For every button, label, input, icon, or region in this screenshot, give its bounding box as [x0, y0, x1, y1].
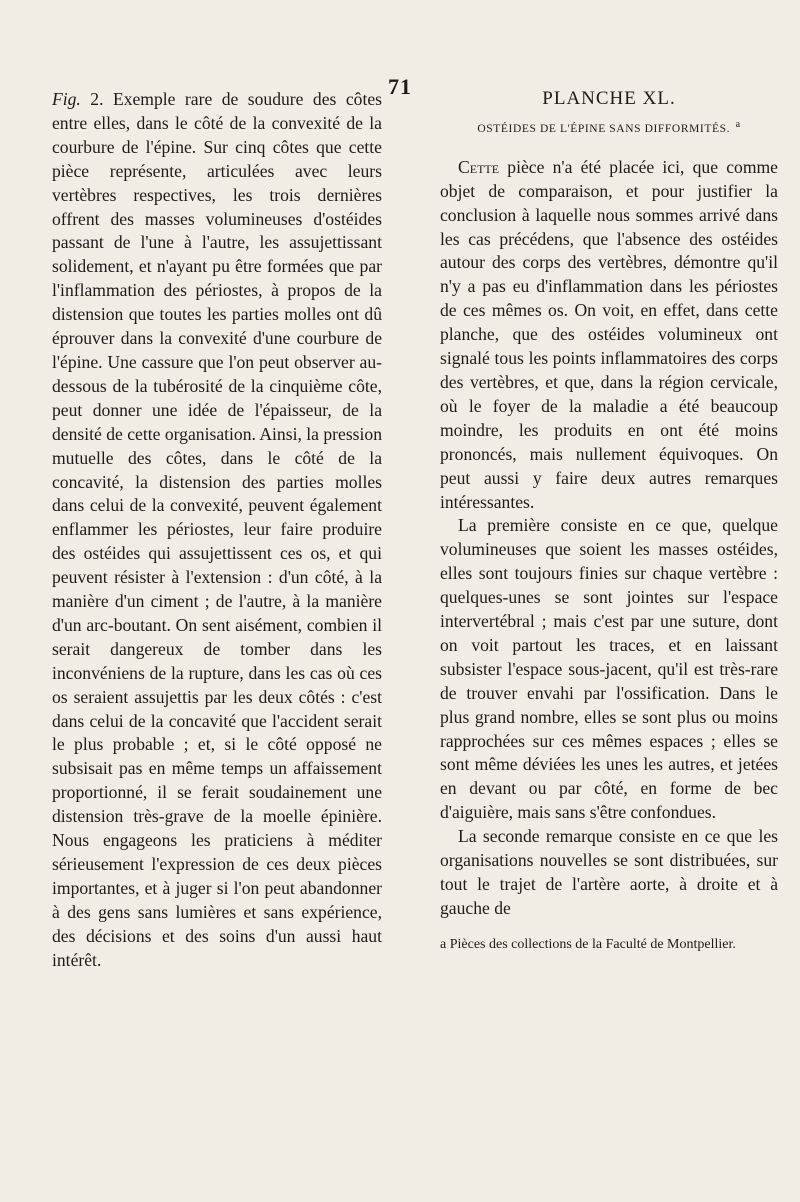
figure-label: Fig. [52, 89, 81, 109]
figure-description [52, 88, 382, 973]
paragraph-3: La seconde remarque consiste en ce que les organisations nouvelles se sont distribuées, sur tout le trajet de l'artère aorte, à droite et à gauche de [440, 826, 778, 918]
paragraph-1 [440, 156, 778, 515]
plate-subtitle [440, 118, 778, 136]
footnote-mark: a [440, 936, 447, 952]
paragraph-1-text: pièce n'a été placée ici, que comme objet de comparaison, et pour justifier la conclusion à laquelle nous sommes arrivé dans les cas précédens, que l'absence des ostéides autour des corps des vertèbres, démontre qu'il n'y a pas eu d'inflammation dans les périostes de ces mêmes os. On voit, en effet, dans cette planche, que des ostéides volumineux ont signalé tous les points inflammatoires des corps des vertèbres, et que, dans la région cervicale, où le foyer de la maladie a été beaucoup moindre, les produits en ont été moins prononcés, mais nullement équivoques. On peut aussi y faire deux autres remarques intéressantes. [440, 156, 778, 512]
footnote-text: Pièces des collections de la Faculté de Montpellier. [449, 936, 736, 952]
plate-title: PLANCHE XL. [542, 88, 676, 109]
page-number: 71 [388, 74, 412, 99]
left-column [52, 88, 382, 973]
paragraph-2: La première consiste en ce que, quelque volumineuses que soient les masses ostéides, elles sont toujours finies sur chaque vertèbre : quelques-unes se sont jointes sur l'espace intervertébral ; mais c'est par une suture, dont on voit partout les traces, et en laissant subsister l'espace sous-jacent, qu'il est très-rare de trouver envahi par l'ossification. Dans le plus grand nombre, elles se sont plus ou moins rapprochées sur ces mêmes espaces ; elles se sont même déviées les unes les autres, et jetées en devant ou par côté, en forme de bec d'aiguière, mais sans s'être confondues. [440, 515, 778, 823]
figure-text: 2. Exemple rare de soudure des côtes entre elles, dans le côté de la convexité de la courbure de l'épine. Sur cinq côtes que cette pièce représente, articulées avec leurs vertèbres respectives, les trois dernières offrent des masses volumineuses d'ostéides passant de l'une à l'autre, les assujettissant solidement, et n'ayant pu être formées que par l'inflammation des périostes, à propos de la distension que toutes les parties molles ont dû éprouver dans la convexité d'une courbure de l'épine. Une cassure que l'on peut observer au-dessous de la tubérosité de la cinquième côte, peut donner une idée de l'épaisseur, de la densité de cette organisation. Ainsi, la pression mutuelle des côtes, dans le côté de la concavité, la distension des parties molles dans celui de la convexité, peuvent également enflammer les périostes, leur faire produire des ostéides qui assujettissent ces os, et qui peuvent résister à l'extension : d'un côté, à la manière d'un ciment ; de l'autre, à la manière d'un arc-boutant. On sent aisément, combien il serait dangereux de tomber dans les inconvéniens de la rupture, dans les cas où ces os seraient assujettis par les deux côtés : c'est dans celui de la concavité que l'accident serait le plus probable ; et, si le côté opposé ne subsisait pas en même temps un affaissement proportionné, il se ferait soudainement une distension très-grave de la moelle épinière. Nous engageons les praticiens à méditer sérieusement l'expression de ces deux pièces importantes, et à juger si l'on peut abandonner à des gens sans lumières et sans expérience, des décisions et des soins d'un aussi haut intérêt. [52, 89, 382, 970]
right-column [440, 88, 778, 955]
plate-subtitle-text: OSTÉIDES DE L'ÉPINE SANS DIFFORMITÉS. [477, 122, 731, 135]
footnote [440, 935, 778, 955]
plate-subtitle-footnote-mark: a [735, 119, 741, 130]
paragraph-1-lead: Cette [458, 156, 500, 177]
